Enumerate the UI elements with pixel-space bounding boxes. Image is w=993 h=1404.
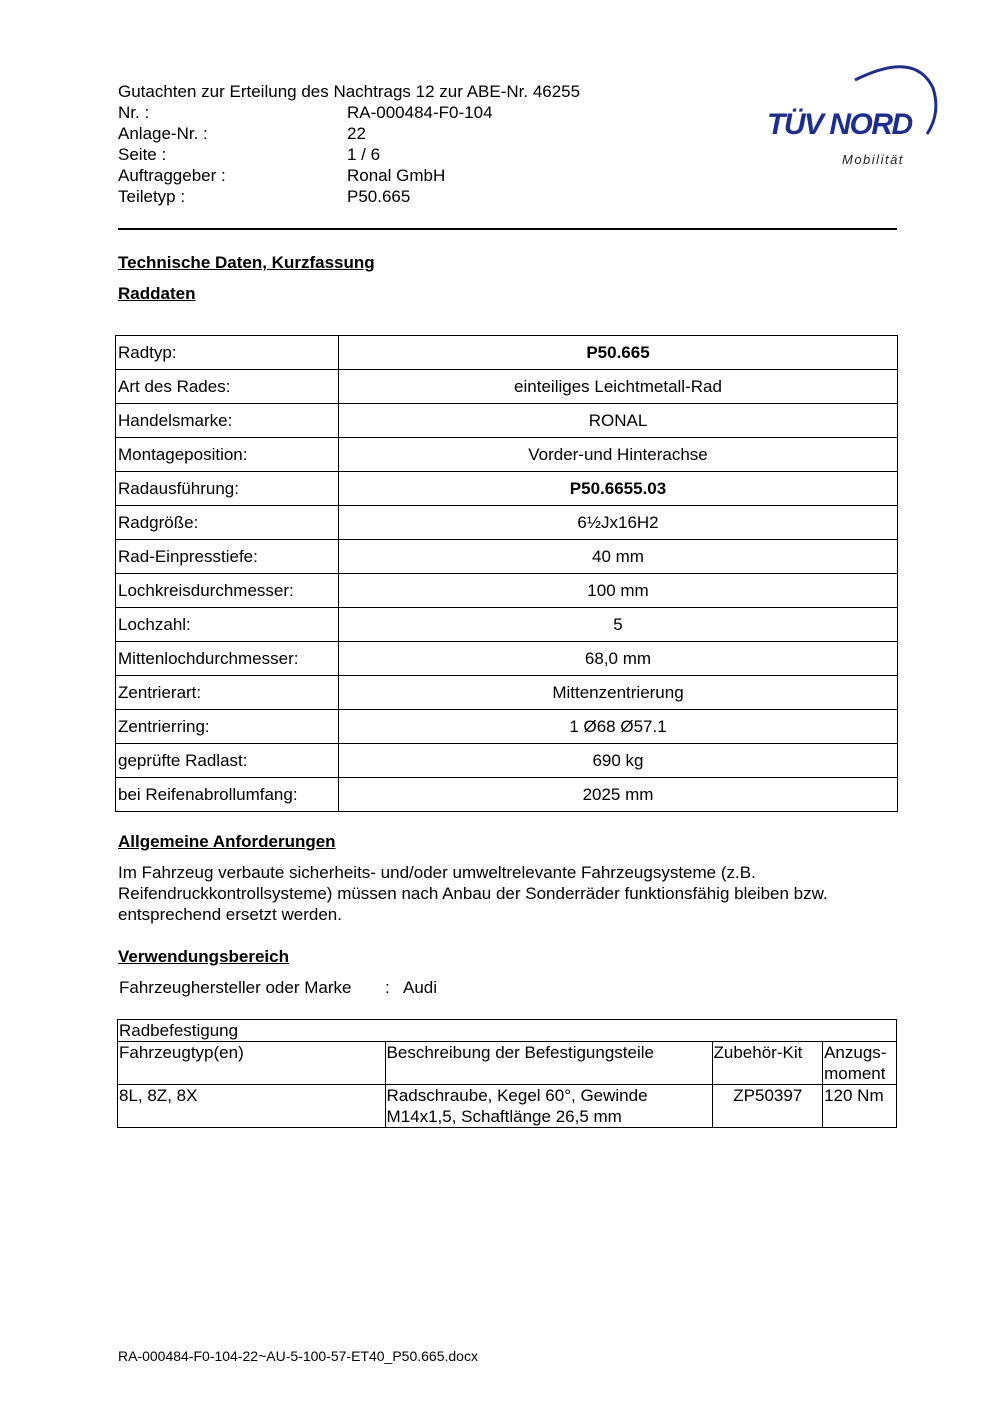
spec-label: Radgröße: (116, 506, 339, 540)
field-label: Anlage-Nr. : (118, 124, 208, 143)
tuv-nord-logo (765, 58, 945, 173)
table-row (116, 710, 898, 744)
field-value: P50.665 (347, 187, 411, 206)
spec-label: Zentrierart: (116, 676, 339, 710)
spec-label: Radtyp: (116, 336, 339, 370)
table-row (116, 370, 898, 404)
field-value: 1 / 6 (347, 145, 381, 164)
column-header: Anzugs-moment (823, 1042, 897, 1085)
logo-wordmark: TÜV NORD (767, 108, 912, 141)
spec-label: Radausführung: (116, 472, 339, 506)
column-header: Fahrzeugtyp(en) (118, 1042, 386, 1085)
spec-value: RONAL (339, 404, 898, 438)
spec-value: 40 mm (339, 540, 898, 574)
table-cell: Radschraube, Kegel 60°, Gewinde M14x1,5, Schaftlänge 26,5 mm (385, 1085, 712, 1128)
table-header-row (118, 1042, 897, 1085)
spec-label: Zentrierring: (116, 710, 339, 744)
header-field-teiletyp (118, 186, 493, 207)
table-row (116, 574, 898, 608)
column-header: Beschreibung der Befestigungsteile (385, 1042, 712, 1085)
table-row (116, 744, 898, 778)
spec-value: 1 Ø68 Ø57.1 (339, 710, 898, 744)
table-row (116, 540, 898, 574)
field-value: Ronal GmbH (347, 166, 446, 185)
field-label: Seite : (118, 145, 167, 164)
section-heading-tech: Technische Daten, Kurzfassung (118, 253, 375, 272)
header-field-auftraggeber (118, 165, 493, 186)
maker-label: Fahrzeughersteller oder Marke (119, 978, 352, 997)
table-cell: 120 Nm (823, 1085, 897, 1128)
table-cell: 8L, 8Z, 8X (118, 1085, 386, 1128)
spec-value: 5 (339, 608, 898, 642)
spec-label: bei Reifenabrollumfang: (116, 778, 339, 812)
table-row (116, 404, 898, 438)
spec-value: 690 kg (339, 744, 898, 778)
table-row (116, 642, 898, 676)
requirements-paragraph: Im Fahrzeug verbaute sicherheits- und/oder umweltrelevante Fahrzeugsysteme (z.B. Reifendruckkontrollsysteme) müssen nach Anbau der Sonderräder funktionsfähig bleiben bzw. entsprechend ersetzt werden. (118, 863, 828, 924)
wheel-data-table (115, 335, 898, 812)
wheel-mounting-table (117, 1019, 897, 1128)
spec-label: geprüfte Radlast: (116, 744, 339, 778)
spec-label: Art des Rades: (116, 370, 339, 404)
table-row (116, 506, 898, 540)
field-label: Auftraggeber : (118, 166, 226, 185)
footer-filename: RA-000484-F0-104-22~AU-5-100-57-ET40_P50.665.docx (118, 1348, 478, 1364)
spec-value: P50.665 (339, 336, 898, 370)
table-caption-row (118, 1020, 897, 1042)
table-row (116, 336, 898, 370)
field-label: Nr. : (118, 103, 150, 122)
table-caption: Radbefestigung (118, 1020, 897, 1042)
spec-label: Rad-Einpresstiefe: (116, 540, 339, 574)
section-heading-allg: Allgemeine Anforderungen (118, 832, 336, 851)
table-row (116, 438, 898, 472)
header-field-anlage (118, 123, 493, 144)
spec-value: einteiliges Leichtmetall-Rad (339, 370, 898, 404)
spec-value: Mittenzentrierung (339, 676, 898, 710)
logo-subtitle: Mobilität (842, 152, 904, 167)
table-row (116, 778, 898, 812)
table-row (116, 608, 898, 642)
spec-value: 68,0 mm (339, 642, 898, 676)
spec-value: Vorder-und Hinterachse (339, 438, 898, 472)
spec-value: 100 mm (339, 574, 898, 608)
column-header: Zubehör-Kit (712, 1042, 823, 1085)
table-row (118, 1085, 897, 1128)
section-heading-raddaten: Raddaten (118, 284, 196, 303)
spec-label: Handelsmarke: (116, 404, 339, 438)
table-row (116, 676, 898, 710)
maker-value: Audi (403, 978, 438, 997)
header-divider (118, 228, 897, 230)
spec-value: 2025 mm (339, 778, 898, 812)
spec-label: Montageposition: (116, 438, 339, 472)
spec-value: P50.6655.03 (339, 472, 898, 506)
field-value: RA-000484-F0-104 (347, 103, 493, 122)
vehicle-maker-line (119, 977, 437, 998)
spec-label: Mittenlochdurchmesser: (116, 642, 339, 676)
header-fields (118, 102, 493, 207)
header-field-nr (118, 102, 493, 123)
spec-label: Lochzahl: (116, 608, 339, 642)
table-row (116, 472, 898, 506)
table-cell: ZP50397 (712, 1085, 823, 1128)
maker-separator: : (385, 978, 390, 997)
report-title: Gutachten zur Erteilung des Nachtrags 12 zur ABE-Nr. 46255 (118, 82, 581, 101)
spec-value: 6½Jx16H2 (339, 506, 898, 540)
field-label: Teiletyp : (118, 187, 186, 206)
spec-label: Lochkreisdurchmesser: (116, 574, 339, 608)
field-value: 22 (347, 124, 366, 143)
section-heading-verw: Verwendungsbereich (118, 947, 289, 966)
header-field-seite (118, 144, 493, 165)
